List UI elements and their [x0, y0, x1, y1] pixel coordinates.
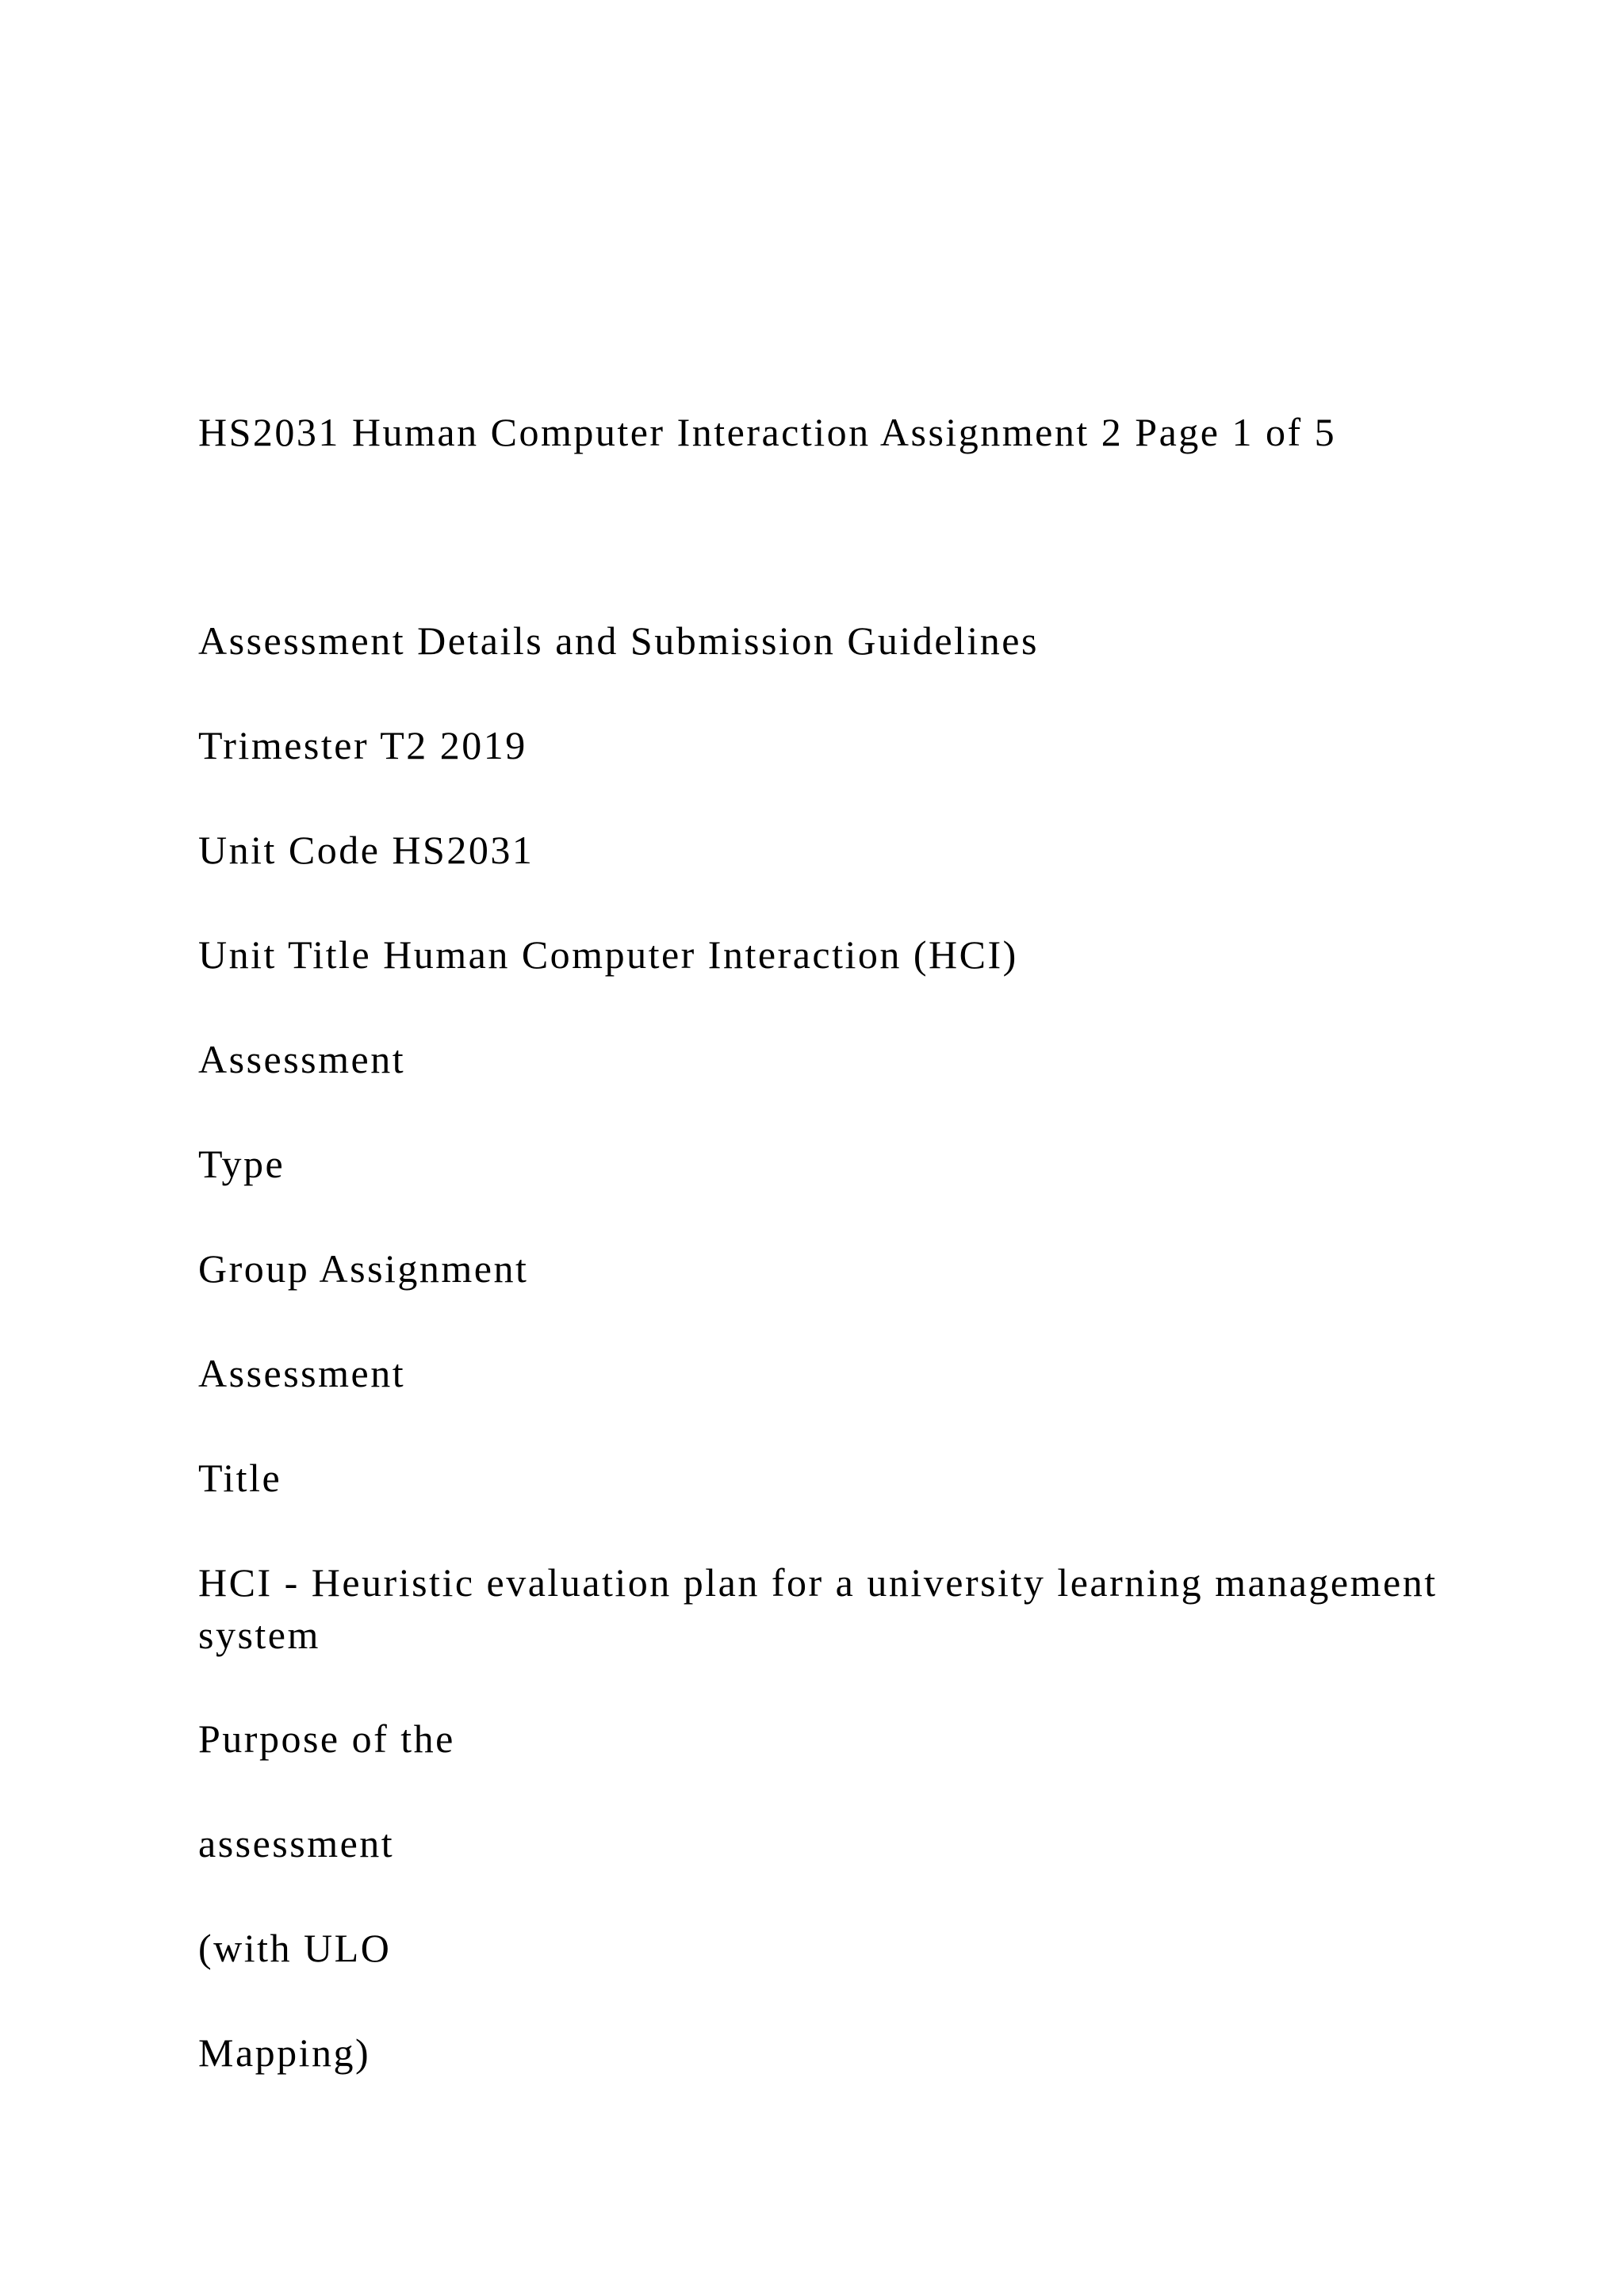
purpose-label-cont-3: Mapping) [198, 2030, 371, 2075]
document-heading: Assessment Details and Submission Guidelines [198, 618, 1039, 663]
assessment-type-label: Assessment [198, 1037, 406, 1081]
unit-code-line: Unit Code HS2031 [198, 828, 534, 872]
purpose-label-cont-1: assessment [198, 1821, 395, 1866]
assessment-type-label-cont: Type [198, 1142, 285, 1186]
assessment-title-label-cont: Title [198, 1456, 282, 1500]
assessment-title-value: HCI - Heuristic evaluation plan for a university learning management system [198, 1560, 1438, 1657]
purpose-label-cont-2: (with ULO [198, 1926, 392, 1970]
assessment-title-label: Assessment [198, 1351, 406, 1395]
page-header: HS2031 Human Computer Interaction Assignment 2 Page 1 of 5 [198, 410, 1337, 454]
purpose-label: Purpose of the [198, 1716, 455, 1761]
trimester-line: Trimester T2 2019 [198, 723, 527, 767]
assessment-type-value: Group Assignment [198, 1246, 529, 1291]
unit-title-line: Unit Title Human Computer Interaction (HCI) [198, 932, 1018, 977]
